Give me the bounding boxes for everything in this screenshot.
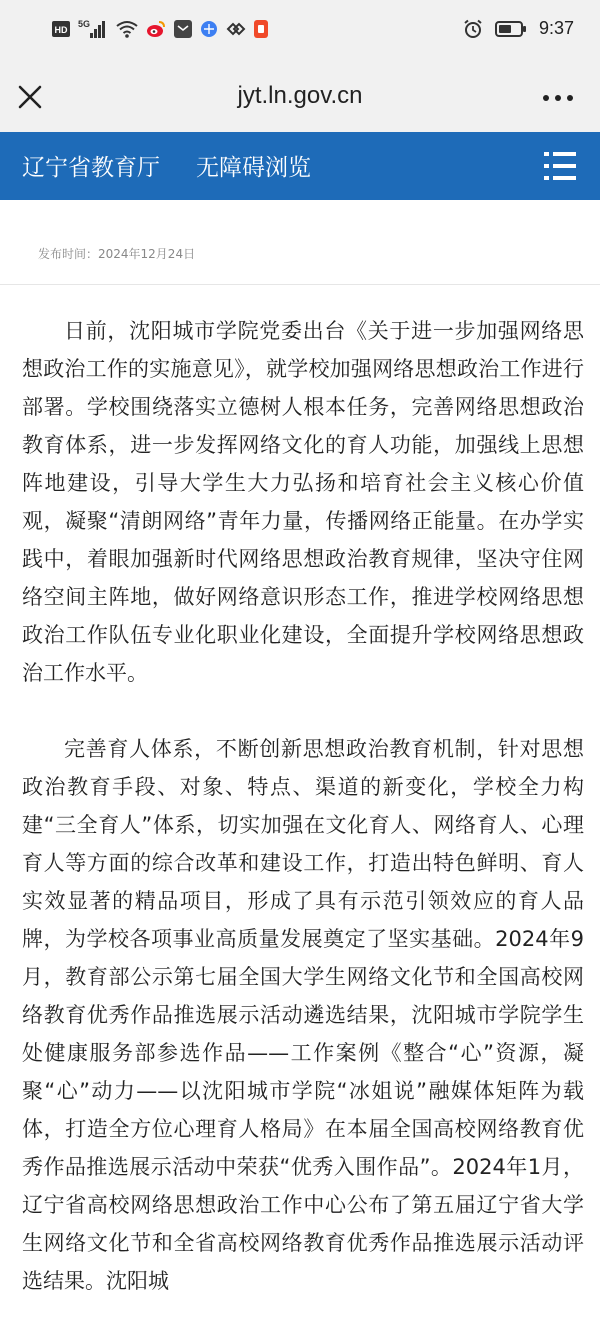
page-url[interactable]: jyt.ln.gov.cn bbox=[237, 82, 363, 109]
more-icon bbox=[540, 84, 576, 112]
hd-label: HD bbox=[54, 25, 68, 35]
app-icon bbox=[226, 20, 246, 38]
accessibility-link[interactable]: 无障碍浏览 bbox=[196, 155, 311, 181]
notification-icon bbox=[254, 20, 268, 38]
status-right-icons bbox=[463, 18, 574, 39]
more-options-button[interactable] bbox=[540, 84, 576, 112]
browser-icon bbox=[200, 20, 218, 38]
weibo-icon bbox=[146, 20, 166, 38]
status-time: 9:37 bbox=[538, 18, 574, 38]
menu-button[interactable] bbox=[542, 148, 578, 184]
status-left-icons bbox=[52, 18, 268, 40]
publish-date: 发布时间：2024年12月24日 bbox=[38, 247, 196, 261]
article-paragraph-2: 完善育人体系，不断创新思想政治教育机制，针对思想政治教育手段、对象、特点、渠道的新变化，学校全力构建“三全育人”体系，切实加强在文化育人、网络育人、心理育人等方面的综合改革和建设工作，打造出特色鲜明、育人实效显著的精品项目，形成了具有示范引领效应的育人品牌，为学校各项事业高质量发展奠定了坚实基础。2024年9月，教育部公示第七届全国大学生网络文化节和全国高校网络教育优秀作品推选展示活动遴选结果，沈阳城市学院学生处健康服务部参选作品——工作案例《整合“心”资源，凝聚“心”动力——以沈阳城市学院“冰姐说”融媒体矩阵为载体，打造全方位心理育人格局》在本届全国高校网络教育优秀作品推选展示活动中荣获“优秀入围作品”。2024年1月，辽宁省高校网络思想政治工作中心公布了第五届辽宁省大学生网络文化节和全省高校网络教育优秀作品推选展示活动评选结果。沈阳城 bbox=[22, 737, 584, 1293]
mail-icon bbox=[174, 20, 192, 38]
hd-icon bbox=[52, 21, 70, 37]
browser-address-bar bbox=[0, 62, 600, 132]
article-body bbox=[22, 312, 584, 1300]
site-header bbox=[0, 132, 600, 200]
status-bar bbox=[0, 0, 600, 62]
signal-5g-icon bbox=[78, 18, 108, 40]
site-title-link[interactable]: 辽宁省教育厅 bbox=[22, 155, 160, 181]
battery-icon bbox=[495, 20, 527, 38]
divider bbox=[0, 284, 600, 285]
network-label: 5G bbox=[78, 19, 91, 29]
alarm-icon bbox=[463, 19, 483, 39]
article-paragraph-1: 日前，沈阳城市学院党委出台《关于进一步加强网络思想政治工作的实施意见》，就学校加强网络思想政治工作进行部署。学校围绕落实立德树人根本任务，完善网络思想政治教育体系，进一步发挥网络文化的育人功能，加强线上思想阵地建设，引导大学生大力弘扬和培育社会主义核心价值观，凝聚“清朗网络”青年力量，传播网络正能量。在办学实践中，着眼加强新时代网络思想政治教育规律，坚决守住网络空间主阵地，做好网络意识形态工作，推进学校网络思想政治工作队伍专业化职业化建设，全面提升学校网络思想政治工作水平。 bbox=[22, 319, 584, 685]
menu-icon bbox=[542, 148, 578, 184]
wifi-icon bbox=[116, 20, 138, 38]
